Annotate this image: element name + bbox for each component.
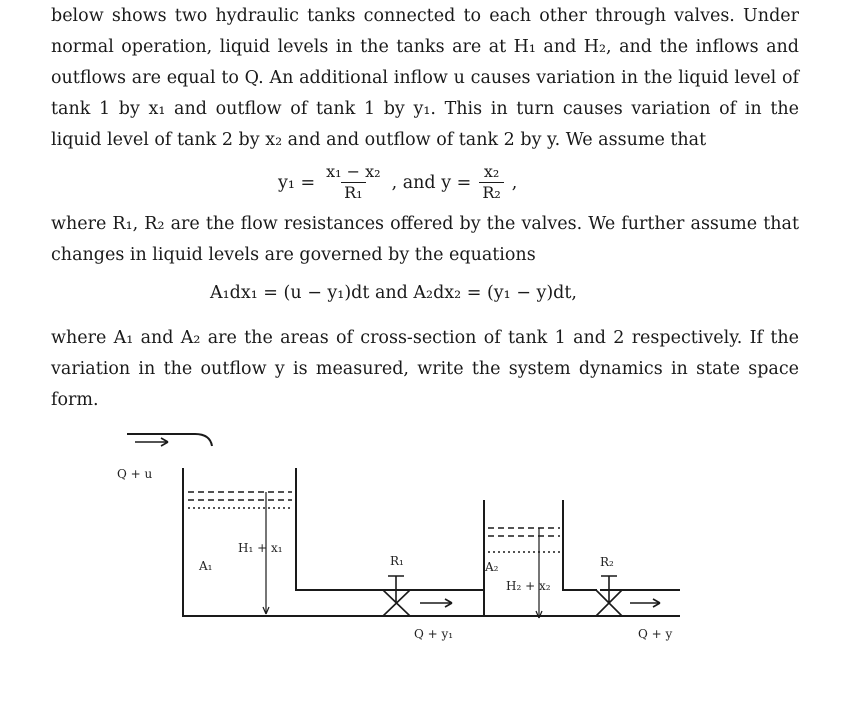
dynamics-equation: A₁dx₁ = (u − y₁)dt and A₂dx₂ = (y₁ − y)dt,: [210, 283, 577, 303]
valve2-label: R₂: [600, 555, 614, 569]
eq-y1-lhs: y₁ =: [278, 172, 316, 193]
output-equations: [278, 162, 517, 203]
fraction-y1-denominator: R₁: [341, 182, 365, 203]
tank2-level-label: H₂ + x₂: [506, 579, 551, 593]
valve-r1-icon: [383, 576, 410, 616]
fraction-y: [479, 162, 503, 203]
tank1-level-label: H₁ + x₁: [238, 541, 283, 555]
flow1-label: Q + y₁: [414, 627, 454, 641]
intro-paragraph: below shows two hydraulic tanks connected to each other through valves. Under normal operation, liquid levels in the tanks are at H₁ and H₂, and the inflows and outflows are equal to Q. An additional inflow u causes variation in the liquid level of tank 1 by x₁ and outflow of tank 1 by y₁. This in turn causes variation of in the liquid level of tank 2 by x₂ and and outflow of tank 2 by y. We assume that: [51, 6, 799, 150]
inflow-pipe: [127, 434, 212, 446]
inflow-label: Q + u: [117, 467, 153, 481]
fraction-y-denominator: R₂: [479, 182, 503, 203]
eq-y-lhs: , and y =: [391, 172, 472, 193]
fraction-y1-numerator: x₁ − x₂: [326, 162, 381, 181]
eq1-comma: ,: [511, 172, 518, 193]
tank2-wall: [484, 500, 597, 590]
tank2-area-label: A₂: [485, 560, 499, 574]
tank1-area-label: A₁: [199, 559, 213, 573]
tank1-wall: [183, 468, 484, 616]
hydraulic-tank-diagram: [0, 400, 856, 660]
task-paragraph: where A₁ and A₂ are the areas of cross-section of tank 1 and 2 respectively. If the variation in the outflow y is measured, write the system dynamics in state space form.: [51, 328, 799, 410]
fraction-y1: [323, 162, 383, 203]
resistance-paragraph: where R₁, R₂ are the flow resistances offered by the valves. We further assume that changes in liquid levels are governed by the equations: [51, 214, 799, 265]
tank1-right-wall: [296, 468, 484, 590]
fraction-y-numerator: x₂: [483, 162, 500, 181]
valve1-label: R₁: [390, 554, 404, 568]
valve-r2-icon: [596, 576, 622, 616]
outflow-label: Q + y: [638, 627, 673, 641]
